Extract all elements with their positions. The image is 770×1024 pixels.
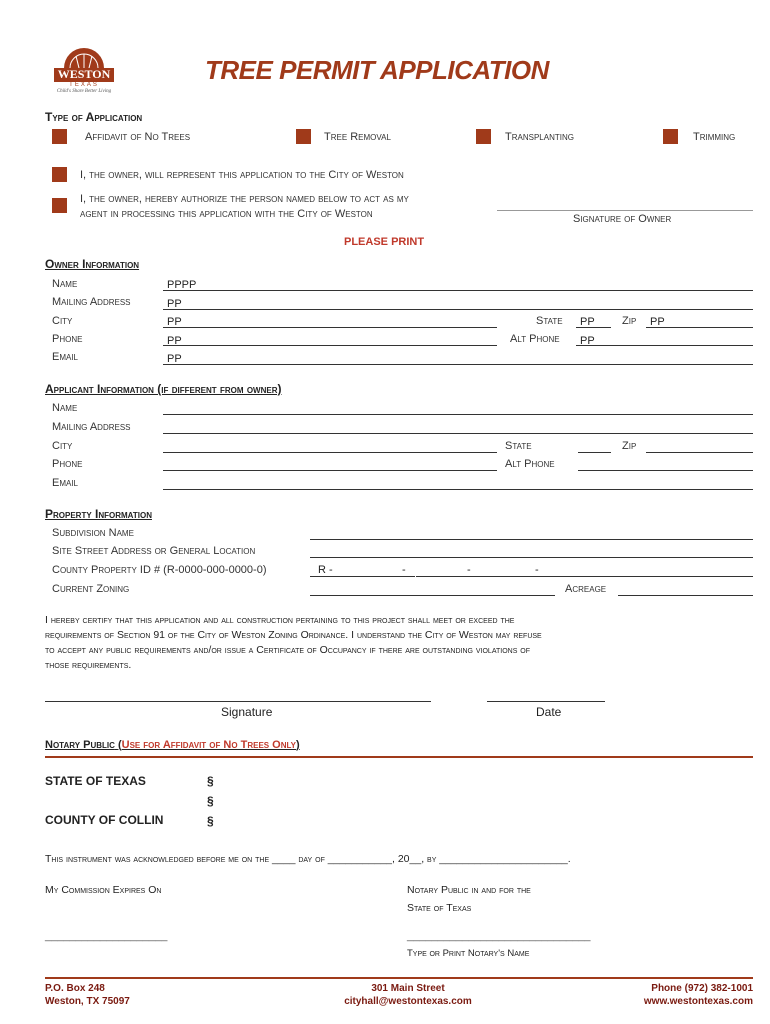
county-id-dash-1: -: [402, 564, 406, 576]
county-id-dash-3: -: [535, 564, 539, 576]
notary-close-paren: ): [296, 739, 300, 751]
owner-zip-value: PP: [650, 316, 665, 328]
acreage-label: Acreage: [565, 583, 607, 595]
checkbox-owner-represent[interactable]: [52, 167, 67, 182]
page-title: TREE PERMIT APPLICATION: [205, 55, 549, 85]
owner-phone-value: PP: [167, 335, 182, 347]
applicant-email-field[interactable]: [163, 489, 753, 490]
notary-public-line-2: State of Texas: [407, 902, 472, 914]
applicant-signature-line[interactable]: [45, 701, 431, 702]
applicant-city-field[interactable]: [163, 452, 497, 453]
owner-zip-label: Zip: [622, 315, 637, 327]
owner-alt-phone-label: Alt Phone: [510, 333, 560, 345]
section-mark-3: §: [207, 814, 214, 828]
subdivision-field[interactable]: [310, 539, 753, 540]
owner-city-label: City: [52, 315, 73, 327]
zoning-field[interactable]: [310, 595, 555, 596]
owner-state-value: PP: [580, 316, 595, 328]
owner-city-field[interactable]: [163, 327, 497, 328]
county-id-field[interactable]: [310, 576, 415, 577]
owner-mailing-value: PP: [167, 298, 182, 310]
owner-signature-label: Signature of Owner: [573, 213, 672, 225]
section-mark-2: §: [207, 794, 214, 808]
county-label: COUNTY OF COLLIN: [45, 813, 164, 827]
applicant-alt-phone-field[interactable]: [578, 470, 753, 471]
option-affidavit: Affidavit of No Trees: [85, 131, 191, 143]
notary-open-paren: (: [117, 739, 122, 751]
city-logo: [48, 44, 120, 94]
owner-city-value: PP: [167, 316, 182, 328]
owner-mailing-field[interactable]: [163, 309, 753, 310]
owner-phone-label: Phone: [52, 333, 83, 345]
notary-divider: [45, 756, 753, 758]
please-print: PLEASE PRINT: [344, 236, 425, 248]
applicant-email-label: Email: [52, 477, 79, 489]
zoning-label: Current Zoning: [52, 583, 130, 595]
subdivision-label: Subdivision Name: [52, 527, 134, 539]
notary-name-label: Type or Print Notary's Name: [407, 948, 530, 959]
owner-state-label: State: [536, 315, 563, 327]
commission-label: My Commission Expires On: [45, 884, 162, 896]
applicant-state-label: State: [505, 440, 532, 452]
owner-phone-field[interactable]: [163, 345, 497, 346]
notary-heading-text: Notary Public: [45, 739, 115, 751]
acknowledgement-text: This instrument was acknowledged before me on the ____ day of ___________, 20__, by ______________________.: [45, 853, 571, 865]
county-id-prefix: R -: [318, 564, 333, 576]
logo-text: WESTON: [57, 67, 111, 81]
statement-authorize-1: I, the owner, hereby authorize the person named below to act as my: [80, 193, 409, 205]
owner-email-label: Email: [52, 351, 79, 363]
owner-mailing-label: Mailing Address: [52, 296, 131, 308]
footer-web-link[interactable]: www.westontexas.com: [643, 996, 753, 1007]
owner-email-field[interactable]: [163, 364, 753, 365]
notary-heading-note: Use for Affidavit of No Trees Only: [121, 739, 297, 751]
applicant-mailing-field[interactable]: [163, 433, 753, 434]
certify-line-1: I hereby certify that this application and all construction pertaining to this project shall meet or exceed the: [45, 614, 515, 626]
owner-signature-line[interactable]: [497, 210, 753, 211]
footer-phone: Phone (972) 382-1001: [651, 983, 753, 994]
section-mark-1: §: [207, 774, 214, 788]
owner-alt-phone-field[interactable]: [576, 345, 753, 346]
logo-tagline: Child's Share Better Living: [56, 89, 112, 94]
notary-name-blank[interactable]: ______________________________: [407, 930, 591, 942]
applicant-state-field[interactable]: [578, 452, 611, 453]
owner-alt-phone-value: PP: [580, 335, 595, 347]
checkbox-transplanting[interactable]: [476, 129, 491, 144]
footer-city: Weston, TX 75097: [45, 996, 130, 1007]
date-line[interactable]: [487, 701, 605, 702]
address-field[interactable]: [310, 557, 753, 558]
county-id-dash-2: -: [467, 564, 471, 576]
address-label: Site Street Address or General Location: [52, 545, 256, 557]
applicant-mailing-label: Mailing Address: [52, 421, 131, 433]
checkbox-trimming[interactable]: [663, 129, 678, 144]
applicant-phone-field[interactable]: [163, 470, 497, 471]
applicant-name-field[interactable]: [163, 414, 753, 415]
state-label: STATE OF TEXAS: [45, 774, 146, 788]
applicant-zip-field[interactable]: [646, 452, 753, 453]
signature-label: Signature: [221, 705, 273, 719]
owner-name-label: Name: [52, 278, 78, 290]
county-id-label: County Property ID # (R-0000-000-0000-0): [52, 564, 267, 576]
checkbox-affidavit[interactable]: [52, 129, 67, 144]
statement-authorize-2: agent in processing this application with the City of Weston: [80, 208, 373, 220]
date-label: Date: [536, 705, 562, 719]
logo-subtext: TEXAS: [69, 82, 99, 88]
acreage-field[interactable]: [618, 595, 753, 596]
statement-represent: I, the owner, will represent this application to the City of Weston: [80, 169, 404, 181]
certify-line-2: requirements of Section 91 of the City of Weston Zoning Ordinance. I understand the City of Weston may refuse: [45, 629, 542, 641]
certify-line-4: those requirements.: [45, 659, 132, 671]
footer-street: 301 Main Street: [371, 983, 445, 994]
checkbox-tree-removal[interactable]: [296, 129, 311, 144]
applicant-alt-phone-label: Alt Phone: [505, 458, 555, 470]
owner-heading: Owner Information: [45, 257, 140, 271]
footer-email-link[interactable]: cityhall@westontexas.com: [344, 996, 472, 1007]
footer-divider: [45, 977, 753, 979]
type-heading: Type of Application: [45, 110, 143, 124]
applicant-name-label: Name: [52, 402, 78, 414]
county-id-field-2[interactable]: [416, 576, 753, 577]
footer-po-box: P.O. Box 248: [45, 983, 105, 994]
applicant-zip-label: Zip: [622, 440, 637, 452]
checkbox-owner-authorize[interactable]: [52, 198, 67, 213]
owner-email-value: PP: [167, 353, 182, 365]
applicant-phone-label: Phone: [52, 458, 83, 470]
owner-name-value: PPPP: [167, 279, 197, 291]
applicant-heading: Applicant Information (if different from owner): [45, 382, 282, 396]
commission-blank[interactable]: ____________________: [45, 930, 168, 942]
notary-public-line-1: Notary Public in and for the: [407, 884, 531, 896]
certify-line-3: to accept any public requirements and/or issue a Certificate of Occupancy if there are outstanding violations of: [45, 644, 531, 656]
applicant-city-label: City: [52, 440, 73, 452]
notary-heading: [45, 739, 300, 751]
owner-name-field[interactable]: [163, 290, 753, 291]
property-heading: Property Information: [45, 507, 152, 521]
option-tree-removal: Tree Removal: [324, 131, 391, 143]
option-transplanting: Transplanting: [505, 131, 574, 143]
option-trimming: Trimming: [693, 131, 736, 143]
